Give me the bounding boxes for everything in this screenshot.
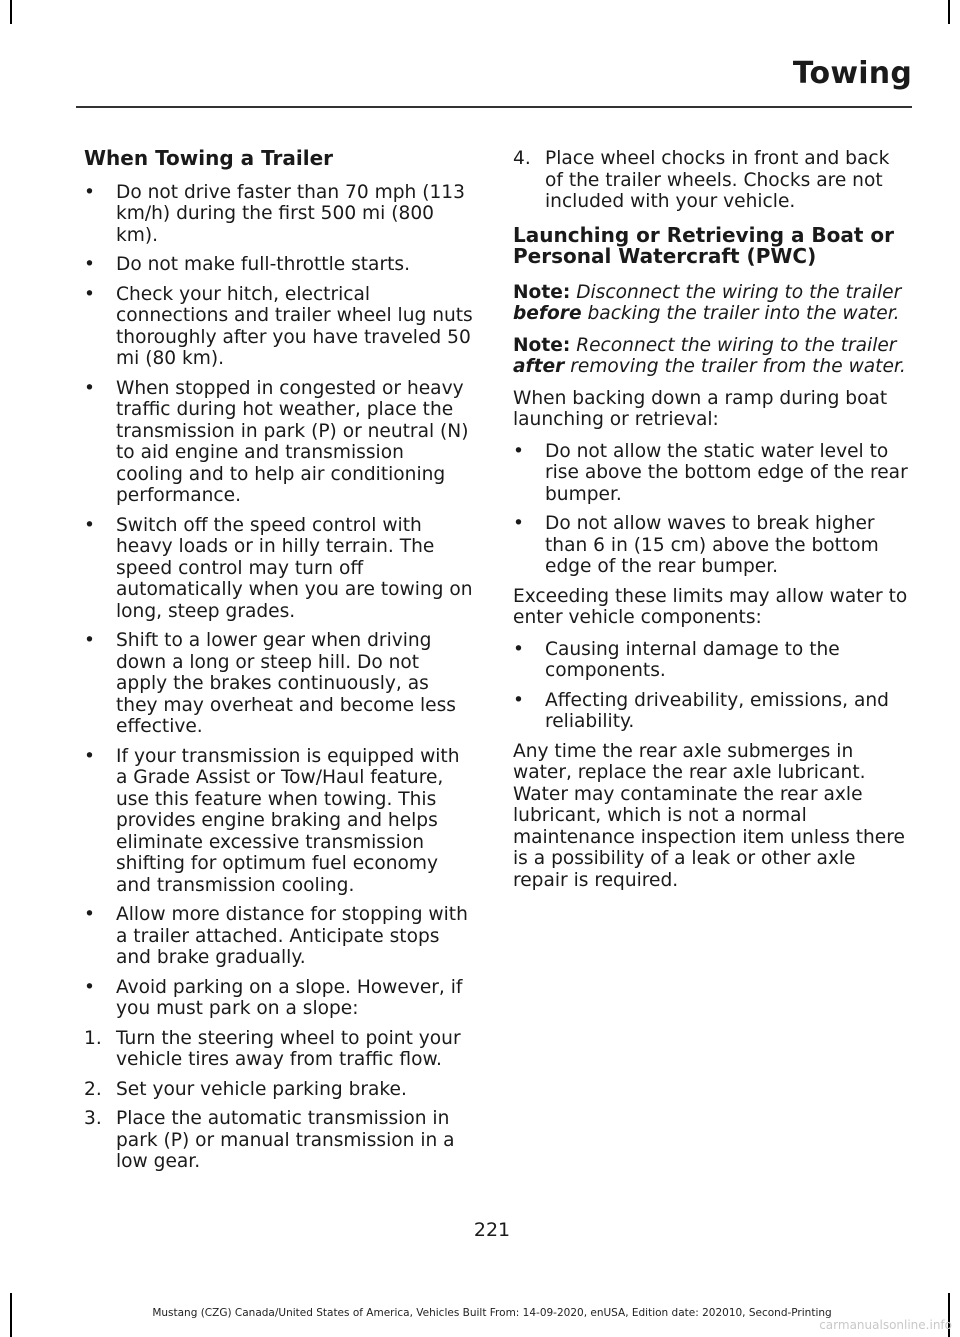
- bullet-icon: •: [84, 283, 95, 305]
- towing-tip-1: [84, 182, 476, 247]
- bullet-icon: •: [513, 513, 524, 534]
- section-heading-boat-launch: Launching or Retrieving a Boat or Personal Watercraft (PWC): [513, 222, 895, 268]
- limits-paragraph: Exceeding these limits may allow water to enter vehicle components:: [513, 585, 908, 628]
- crop-mark-top-left: [10, 0, 12, 24]
- note-reconnect-wiring: Note: Reconnect the wiring to the trailer after removing the trailer from the water.: [513, 334, 906, 377]
- axle-paragraph: Any time the rear axle submerges in water, replace the rear axle lubricant. Water may contaminate the rear axle lubricant, which is not a normal maintenance inspection item unless there is a possibility of a leak or other axle repair is required.: [513, 740, 905, 891]
- watermark: carmanualsonline.info: [819, 1318, 952, 1332]
- towing-tip-4: [84, 378, 476, 507]
- water-level-item-2: [513, 513, 909, 578]
- list-item-text: Do not make full-throttle starts.: [116, 254, 410, 275]
- parking-step-4: [513, 148, 909, 213]
- section-heading-towing-trailer: When Towing a Trailer: [84, 146, 334, 170]
- parking-step-2: [84, 1079, 476, 1101]
- bullet-icon: •: [84, 377, 95, 399]
- bullet-icon: •: [513, 638, 524, 660]
- ramp-intro-paragraph: When backing down a ramp during boat launching or retrieval:: [513, 387, 888, 430]
- water-level-list: [513, 441, 909, 578]
- note-disconnect-wiring: Note: Disconnect the wiring to the trailer before backing the trailer into the water.: [513, 281, 902, 324]
- water-level-item-1: [513, 441, 909, 506]
- step-number: 4.: [513, 148, 531, 169]
- bullet-icon: •: [84, 630, 95, 651]
- towing-tip-5: [84, 515, 476, 623]
- list-item-text: Switch off the speed control with heavy loads or in hilly terrain. The speed control may turn off automatically when you are towing on long, steep grades.: [116, 514, 473, 622]
- crop-mark-top-right: [948, 0, 950, 24]
- bullet-icon: •: [513, 440, 524, 462]
- towing-tip-2: [84, 254, 476, 276]
- list-item-text: Allow more distance for stopping with a trailer attached. Anticipate stops and brake gradually.: [116, 904, 468, 968]
- parking-step-3: [84, 1108, 476, 1173]
- header-rule: [76, 106, 912, 108]
- bullet-icon: •: [513, 689, 524, 711]
- left-column: [84, 148, 476, 1181]
- list-item-text: Do not drive faster than 70 mph (113 km/h) during the first 500 mi (800 km).: [116, 181, 465, 246]
- towing-tip-6: [84, 630, 476, 738]
- parking-steps-list: [84, 1028, 476, 1173]
- step-text: Turn the steering wheel to point your vehicle tires away from traffic flow.: [116, 1027, 461, 1070]
- list-item-text: Causing internal damage to the components.: [545, 638, 840, 681]
- consequences-list: [513, 639, 909, 733]
- step-text: Set your vehicle parking brake.: [116, 1078, 407, 1100]
- step-number: 1.: [84, 1027, 102, 1049]
- bullet-icon: •: [84, 181, 95, 203]
- consequence-item-1: [513, 639, 909, 682]
- list-item-text: Check your hitch, electrical connections and trailer wheel lug nuts thoroughly after you have traveled 50 mi (80 km).: [116, 283, 473, 369]
- towing-tip-7: [84, 746, 476, 897]
- step-number: 3.: [84, 1108, 102, 1129]
- bullet-icon: •: [84, 904, 95, 925]
- towing-tip-8: [84, 904, 476, 969]
- parking-step-1: [84, 1028, 476, 1071]
- bullet-icon: •: [84, 254, 95, 275]
- consequence-item-2: [513, 690, 909, 733]
- list-item-text: If your transmission is equipped with a Grade Assist or Tow/Haul feature, use this feature when towing. This provides engine braking and helps eliminate excessive transmission shifting for optimum fuel economy and transmission cooling.: [116, 745, 460, 896]
- list-item-text: Affecting driveability, emissions, and reliability.: [545, 689, 889, 732]
- step-text: Place wheel chocks in front and back of the trailer wheels. Chocks are not included with your vehicle.: [545, 148, 890, 212]
- bullet-icon: •: [84, 745, 95, 767]
- step-number: 2.: [84, 1078, 102, 1100]
- page-number: 221: [473, 1219, 511, 1241]
- list-item-text: Do not allow waves to break higher than 6 in (15 cm) above the bottom edge of the rear bumper.: [545, 513, 879, 577]
- list-item-text: Shift to a lower gear when driving down a long or steep hill. Do not apply the brakes continuously, as they may overheat and become less effective.: [116, 630, 456, 737]
- towing-tips-list: [84, 182, 476, 1020]
- list-item-text: Avoid parking on a slope. However, if you must park on a slope:: [116, 976, 463, 1019]
- list-item-text: When stopped in congested or heavy traffic during hot weather, place the transmission in park (P) or neutral (N) to aid engine and transmission cooling and to help air conditioning performance.: [116, 377, 469, 506]
- towing-tip-3: [84, 284, 476, 370]
- footer-text: Mustang (CZG) Canada/United States of America, Vehicles Built From: 14-09-2020, enUSA, Edition date: 202010, Second-Printing: [152, 1307, 832, 1319]
- list-item-text: Do not allow the static water level to rise above the bottom edge of the rear bumper.: [545, 440, 908, 505]
- page-title: Towing: [792, 56, 912, 91]
- right-column: [513, 148, 909, 901]
- bullet-icon: •: [84, 514, 95, 536]
- bullet-icon: •: [84, 976, 95, 998]
- step-text: Place the automatic transmission in park (P) or manual transmission in a low gear.: [116, 1108, 455, 1172]
- towing-tip-9: [84, 977, 476, 1020]
